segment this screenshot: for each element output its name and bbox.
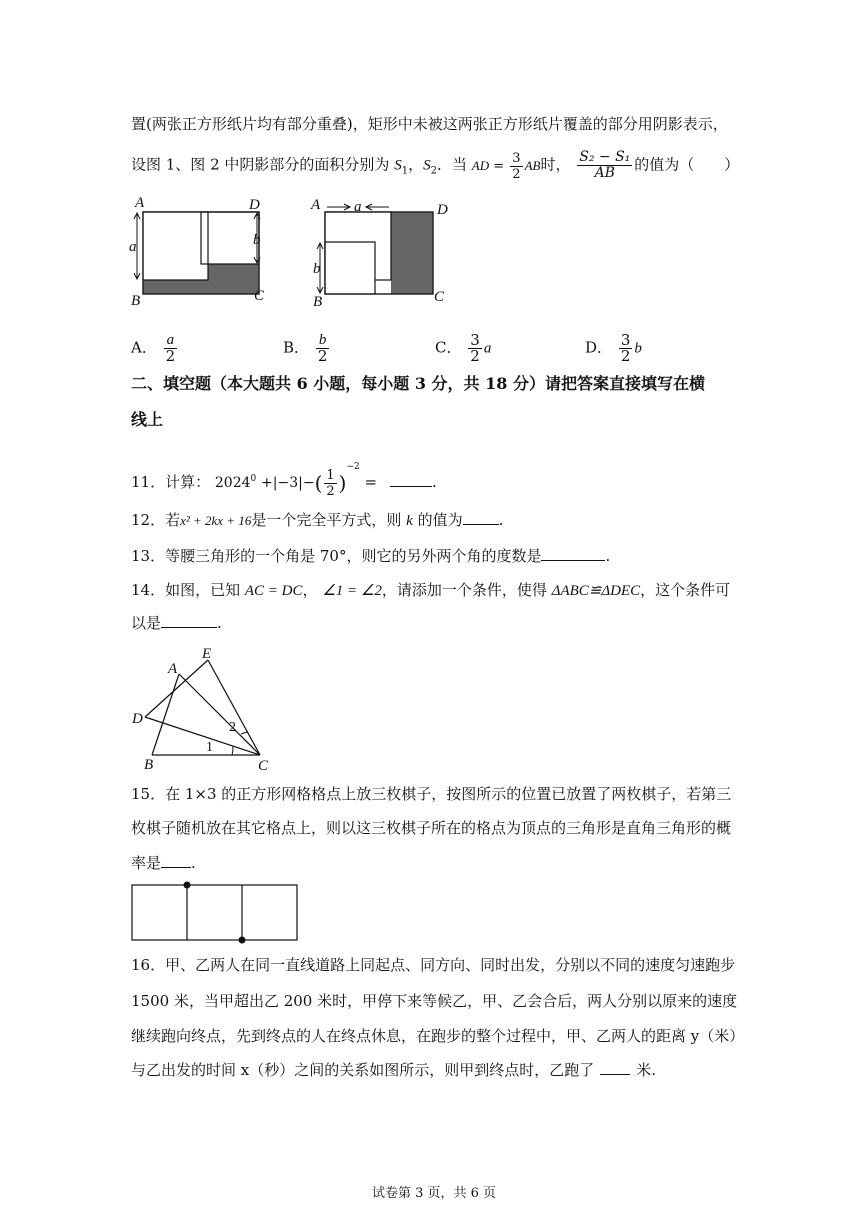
q10-sep: ， [408,155,424,174]
angle-1-arc [232,746,233,755]
fig1-label-C: C [254,288,265,304]
q11-exp0: 0 [250,474,257,484]
triangle-figure [128,642,278,772]
fig2-label-A: A [311,197,321,213]
chess-piece-bottom [239,937,246,944]
figure-2 [305,192,455,310]
segment-BA [152,674,179,755]
q10-cond-left: AD [471,157,490,173]
option-a-num: a [164,333,178,349]
q13 [131,546,610,566]
fig1-label-A: A [135,195,145,211]
option-c[interactable] [435,333,491,364]
option-b-label: B． [283,338,310,357]
q13-end: . [605,547,611,565]
section-heading-line2: 线上 [131,410,164,429]
fig2-label-B: B [313,294,323,310]
q15-end: . [191,854,196,872]
q14-eq2: ∠1 = ∠2 [322,583,382,599]
tri-label-angle-2: 2 [229,720,236,735]
q16-answer-blank[interactable] [600,1060,630,1075]
q10-cond-num: 3 [512,150,521,166]
option-d-num: 3 [620,331,631,349]
q10-line2-text-b: ．当 [436,155,467,174]
tri-label-A: A [168,661,178,677]
q12-answer-blank[interactable] [463,510,499,525]
fig2-square-b [325,242,375,294]
option-b-num: b [316,333,330,349]
tri-label-B: B [144,757,154,772]
fig2-label-b: b [313,261,321,277]
q15-line1: 15．在 1×3 的正方形网格格点上放三枚棋子，按图所示的位置已放置了两枚棋子，若第三 [131,785,732,803]
q10-line2: 设图 1、图 2 中阴影部分的面积分别为 $S_1$，$S_2$．当 AD = $\frac{3}{2}$ AB时， $\frac{\text{S₂ − S₁}}{AB}$ 的值为（ ） [131,149,740,182]
q12-prefix: 12．若 [131,511,181,529]
tri-label-C: C [258,758,269,772]
fig2-label-D: D [437,202,448,218]
option-c-suffix: a [483,340,492,357]
q12-k: k [406,513,413,529]
figure-1 [125,192,275,310]
q10-line2-text-a: 设图 1、图 2 中阴影部分的面积分别为 [131,155,390,174]
q12-mid: 是一个完全平方式，则 [251,511,402,529]
q10-expr-den: AB [594,165,615,181]
q16-line2: 1500 米，当甲超出乙 200 米时，甲停下来等候乙，甲、乙会合后，两人分别以原来的速度 [131,992,738,1010]
q10-cond-den: 2 [512,166,521,182]
q16-line4-text-a: 与乙出发的时间 x（秒）之间的关系如图所示，则甲到终点时，乙跑了 [131,1061,595,1079]
fig2-shaded-region [391,212,433,294]
q11-half-num: 1 [326,467,335,483]
q13-answer-blank[interactable] [541,546,605,561]
q11-base: 2024 [214,475,251,491]
q12 [131,510,503,531]
q10-expr-num: S₂ − S₁ [579,149,631,165]
option-c-num: 3 [470,331,480,349]
q15-answer-blank[interactable] [161,853,191,868]
q14-text-a: 14．如图，已知 [131,581,241,599]
option-d-label: D． [585,338,613,357]
q10-line2-text-c: 时， [540,155,571,174]
fig1-label-D: D [249,197,260,213]
q14-text-b: ，请添加一个条件，使得 [381,581,547,599]
tri-label-E: E [202,646,212,662]
grid-outline [132,885,297,940]
q15-line2: 枚棋子随机放在其它格点上，则以这三枚棋子所在的格点为顶点的三角形是直角三角形的概 [131,819,732,837]
q14-line2 [131,613,222,633]
q15-line3-text: 率是 [131,854,162,872]
fig1-square-a [143,212,208,280]
q10-line2-text-d: 的值为（ ） [634,155,740,174]
q16-line1: 16．甲、乙两人在同一直线道路上同起点、同方向、同时出发，分别以不同的速度匀速跑步 [131,956,736,974]
q14-congruence: ΔABC≌ΔDEC [551,583,641,599]
angle-2-arc [241,732,248,734]
q16-line4-text-b: 米. [636,1061,657,1079]
q14-line1 [131,580,730,601]
q14-end: . [217,614,222,632]
option-b-den: 2 [317,347,328,365]
tri-label-angle-1: 1 [206,740,213,755]
option-d-den: 2 [620,347,631,365]
q11-half-den: 2 [326,483,335,499]
fig2-label-a: a [354,199,362,215]
q11-answer-blank[interactable] [390,472,432,487]
segment-AC [179,674,260,755]
q10-condition [471,150,541,182]
q10-expression [577,150,632,181]
section-heading-line1: 二、填空题（本大题共 6 小题，每小题 3 分，共 18 分）请把答案直接填写在横 [131,374,705,393]
tri-label-D: D [132,711,143,727]
q14-text-c: ，这个条件可 [640,581,731,599]
q11-exp-neg2: −2 [346,462,360,472]
q14-answer-blank[interactable] [161,613,217,628]
option-a[interactable] [131,333,179,364]
q14-line2-text: 以是 [131,614,162,632]
q11-abs-part: +|−3|− [261,475,315,491]
fig2-label-C: C [434,289,445,305]
page-footer: 试卷第 3 页，共 6 页 [371,1186,497,1201]
chess-piece-top [184,882,191,889]
fig1-label-a: a [129,239,137,255]
q16-line4 [131,1060,656,1080]
q16-line3: 继续跑向终点，先到终点的人在终点休息，在跑步的整个过程中，甲、乙两人的距离 y（米） [131,1027,745,1045]
option-a-den: 2 [165,347,176,365]
option-c-den: 2 [470,347,480,365]
q13-text: 13．等腰三角形的一个角是 70°，则它的另外两个角的度数是 [131,547,542,565]
q10-cond-eq: = [493,158,505,174]
option-c-label: C． [435,338,462,357]
q10-line1: 置(两张正方形纸片均有部分重叠)，矩形中未被这两张正方形纸片覆盖的部分用阴影表示， [131,115,728,133]
q12-expr: x² + 2kx + 16 [180,513,252,528]
option-d[interactable] [585,333,642,364]
q10-cond-right: AB [524,157,541,173]
q11-end: . [431,473,437,491]
q15-line3 [131,853,196,873]
q10-s1: S [394,157,402,174]
q12-end-text: 的值为 [417,511,463,529]
grid-1x3 [128,878,303,944]
q11: 11．计算： 2024$^0$ +|−3|−( $\frac{1}{2}$ )$^{-2}$ = . [131,462,437,499]
option-d-suffix: b [634,340,642,357]
q10-s2: S [423,157,431,174]
fig1-label-B: B [131,293,141,309]
option-b[interactable] [283,333,331,364]
q14-sep: ， [302,581,318,599]
q12-end: . [498,511,504,529]
option-a-label: A． [131,338,157,357]
fig1-label-b: b [253,232,261,248]
q11-eq: = [364,473,378,491]
q14-eq1: AC = DC [244,583,303,599]
q11-prefix: 11．计算： [131,473,211,491]
